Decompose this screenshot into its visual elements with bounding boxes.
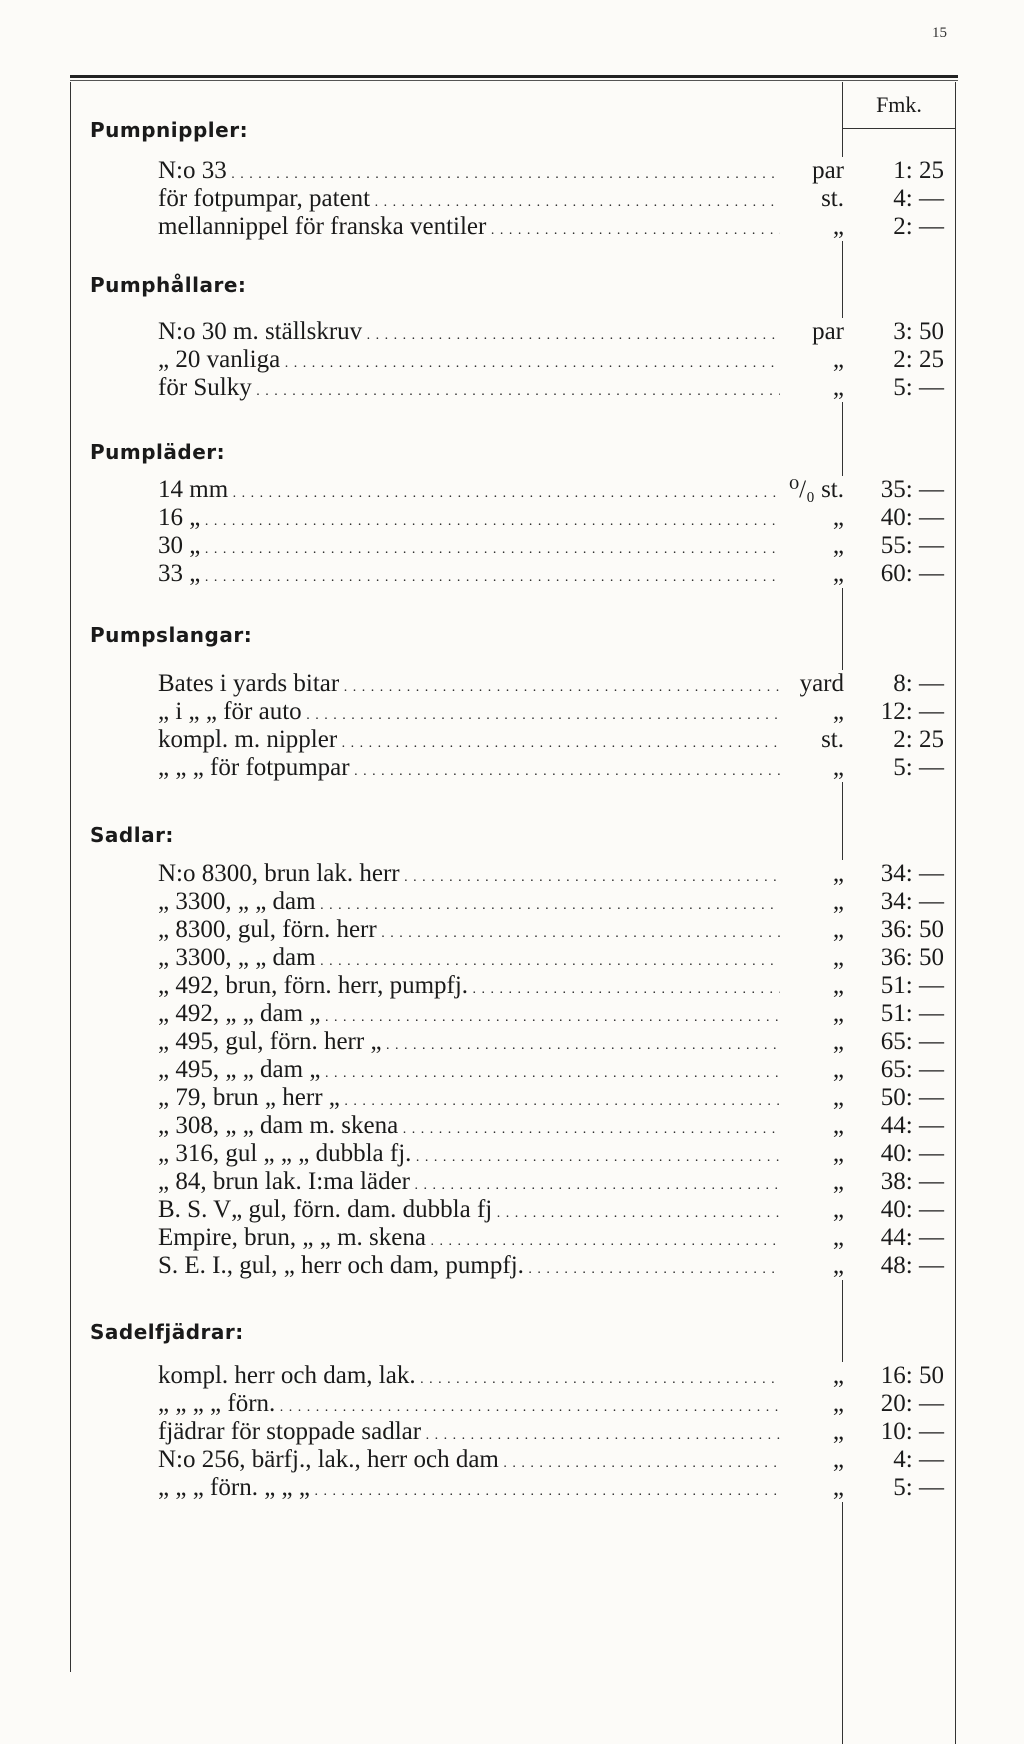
item-unit: „ <box>780 504 844 532</box>
item-unit: „ <box>780 1474 844 1502</box>
page-number: 15 <box>932 25 947 41</box>
price-row <box>150 532 942 560</box>
price-row <box>150 754 942 782</box>
price-column-header: Fmk. <box>876 92 922 117</box>
item-price: 4: — <box>893 185 944 212</box>
price-row <box>150 560 942 588</box>
section-heading: Pumpnippler: <box>90 118 249 142</box>
item-description: „ 20 vanliga . . . <box>158 346 783 378</box>
item-unit: „ <box>780 346 844 374</box>
price-row <box>150 346 942 374</box>
item-description: „ 492, „ „ dam „ . . . <box>158 1000 783 1032</box>
price-row <box>150 670 942 698</box>
item-unit: „ <box>780 1362 844 1390</box>
item-description: 16 „ . . . <box>158 504 783 536</box>
price-row <box>150 476 942 504</box>
item-description: mellannippel för franska ventiler . . . <box>158 213 783 245</box>
item-unit: „ <box>780 1390 844 1418</box>
item-unit: „ <box>780 1084 844 1112</box>
price-row <box>150 185 942 213</box>
item-price: 2: 25 <box>893 726 944 753</box>
section-heading: Pumphållare: <box>90 273 247 297</box>
price-row <box>150 1474 942 1502</box>
item-unit: st. <box>780 185 844 213</box>
item-description: N:o 30 m. ställskruv . . . <box>158 318 783 350</box>
item-unit: „ <box>780 888 844 916</box>
item-description: „ „ „ „ förn. . . . <box>158 1390 783 1422</box>
price-row <box>150 318 942 346</box>
item-description: S. E. I., gul, „ herr och dam, pumpfj. . . . <box>158 1252 783 1284</box>
price-row <box>150 1112 942 1140</box>
item-unit: st. <box>780 726 844 754</box>
price-row <box>150 1084 942 1112</box>
item-description: 30 „ . . . <box>158 532 783 564</box>
item-unit: „ <box>780 698 844 726</box>
item-description: „ i „ „ för auto . . . <box>158 698 783 730</box>
item-price: 5: — <box>893 374 944 401</box>
item-unit: „ <box>780 560 844 588</box>
price-row <box>150 944 942 972</box>
price-row <box>150 860 942 888</box>
item-unit: „ <box>780 1252 844 1280</box>
item-unit: „ <box>780 754 844 782</box>
item-description: „ „ „ för fotpumpar . . . <box>158 754 783 786</box>
item-description: „ 316, gul „ „ „ dubbla fj. . . . <box>158 1140 783 1172</box>
item-unit: ⁰/₀ st. <box>780 476 844 504</box>
item-description: N:o 8300, brun lak. herr . . . <box>158 860 783 892</box>
item-description: „ 495, gul, förn. herr „ . . . <box>158 1028 783 1060</box>
item-price: 44: — <box>880 1112 944 1139</box>
item-unit: „ <box>780 1446 844 1474</box>
item-price: 55: — <box>880 532 944 559</box>
price-row <box>150 1056 942 1084</box>
price-row <box>150 1000 942 1028</box>
item-description: fjädrar för stoppade sadlar . . . <box>158 1418 783 1450</box>
section-heading: Pumpslangar: <box>90 623 253 647</box>
item-price: 34: — <box>880 888 944 915</box>
item-unit: „ <box>780 860 844 888</box>
item-description: „ „ „ förn. „ „ „ . . . <box>158 1474 783 1506</box>
section-heading: Sadlar: <box>90 823 174 847</box>
item-price: 51: — <box>880 972 944 999</box>
price-header-rule <box>842 128 956 129</box>
item-price: 35: — <box>880 476 944 503</box>
price-row <box>150 157 942 185</box>
item-description: B. S. V„ gul, förn. dam. dubbla fj . . . <box>158 1196 783 1228</box>
item-description: „ 84, brun lak. I:ma läder . . . <box>158 1168 783 1200</box>
item-description: „ 8300, gul, förn. herr . . . <box>158 916 783 948</box>
item-unit: „ <box>780 916 844 944</box>
item-unit: par <box>780 318 844 346</box>
price-row <box>150 1028 942 1056</box>
price-row <box>150 726 942 754</box>
item-description: N:o 33 . . . <box>158 157 783 189</box>
item-price: 20: — <box>880 1390 944 1417</box>
item-description: „ 492, brun, förn. herr, pumpfj. . . . <box>158 972 783 1004</box>
price-row <box>150 888 942 916</box>
item-unit: „ <box>780 1224 844 1252</box>
item-description: för fotpumpar, patent . . . <box>158 185 783 217</box>
item-description: kompl. herr och dam, lak. . . . <box>158 1362 783 1394</box>
item-price: 40: — <box>880 1196 944 1223</box>
item-price: 1: 25 <box>893 157 944 184</box>
top-rule-thin <box>70 80 958 81</box>
price-row <box>150 1224 942 1252</box>
price-row <box>150 1168 942 1196</box>
price-row <box>150 1390 942 1418</box>
item-description: „ 308, „ „ dam m. skena . . . <box>158 1112 783 1144</box>
item-description: kompl. m. nippler . . . <box>158 726 783 758</box>
item-unit: „ <box>780 213 844 241</box>
price-column-right-line <box>955 82 956 1744</box>
item-unit: „ <box>780 1168 844 1196</box>
item-price: 10: — <box>880 1418 944 1445</box>
item-price: 60: — <box>880 560 944 587</box>
item-description: för Sulky . . . <box>158 374 783 406</box>
item-unit: „ <box>780 1196 844 1224</box>
item-description: N:o 256, bärfj., lak., herr och dam . . . <box>158 1446 783 1478</box>
price-row <box>150 374 942 402</box>
item-unit: „ <box>780 944 844 972</box>
item-price: 50: — <box>880 1084 944 1111</box>
item-price: 4: — <box>893 1446 944 1473</box>
price-row <box>150 213 942 241</box>
item-description: „ 495, „ „ dam „ . . . <box>158 1056 783 1088</box>
item-price: 5: — <box>893 1474 944 1501</box>
item-price: 36: 50 <box>880 944 944 971</box>
item-unit: „ <box>780 532 844 560</box>
item-price: 36: 50 <box>880 916 944 943</box>
item-unit: „ <box>780 374 844 402</box>
price-row <box>150 1362 942 1390</box>
item-unit: yard <box>780 670 844 698</box>
price-row <box>150 504 942 532</box>
item-unit: „ <box>780 1112 844 1140</box>
item-price: 34: — <box>880 860 944 887</box>
item-unit: „ <box>780 972 844 1000</box>
section-heading: Sadelfjädrar: <box>90 1320 244 1344</box>
item-unit: „ <box>780 1418 844 1446</box>
item-price: 40: — <box>880 1140 944 1167</box>
item-unit: „ <box>780 1000 844 1028</box>
item-unit: „ <box>780 1028 844 1056</box>
price-row <box>150 1446 942 1474</box>
item-price: 65: — <box>880 1056 944 1083</box>
item-description: 33 „ . . . <box>158 560 783 592</box>
item-price: 40: — <box>880 504 944 531</box>
item-price: 3: 50 <box>893 318 944 345</box>
item-price: 16: 50 <box>880 1362 944 1389</box>
item-price: 51: — <box>880 1000 944 1027</box>
item-unit: „ <box>780 1056 844 1084</box>
section-heading: Pumpläder: <box>90 440 226 464</box>
item-price: 8: — <box>893 670 944 697</box>
price-row <box>150 698 942 726</box>
price-row <box>150 972 942 1000</box>
item-unit: par <box>780 157 844 185</box>
item-description: „ 3300, „ „ dam . . . <box>158 944 783 976</box>
price-row <box>150 1196 942 1224</box>
price-row <box>150 916 942 944</box>
item-description: Empire, brun, „ „ m. skena . . . <box>158 1224 783 1256</box>
item-price: 48: — <box>880 1252 944 1279</box>
price-row <box>150 1418 942 1446</box>
item-price: 2: — <box>893 213 944 240</box>
price-row <box>150 1252 942 1280</box>
item-price: 5: — <box>893 754 944 781</box>
item-description: „ 3300, „ „ dam . . . <box>158 888 783 920</box>
top-rule <box>70 75 958 78</box>
item-price: 44: — <box>880 1224 944 1251</box>
item-description: Bates i yards bitar . . . <box>158 670 783 702</box>
left-border-line <box>70 82 71 1672</box>
item-price: 2: 25 <box>893 346 944 373</box>
price-row <box>150 1140 942 1168</box>
item-description: „ 79, brun „ herr „ . . . <box>158 1084 783 1116</box>
item-description: 14 mm . . . <box>158 476 783 508</box>
item-price: 12: — <box>880 698 944 725</box>
item-price: 65: — <box>880 1028 944 1055</box>
item-price: 38: — <box>880 1168 944 1195</box>
item-unit: „ <box>780 1140 844 1168</box>
